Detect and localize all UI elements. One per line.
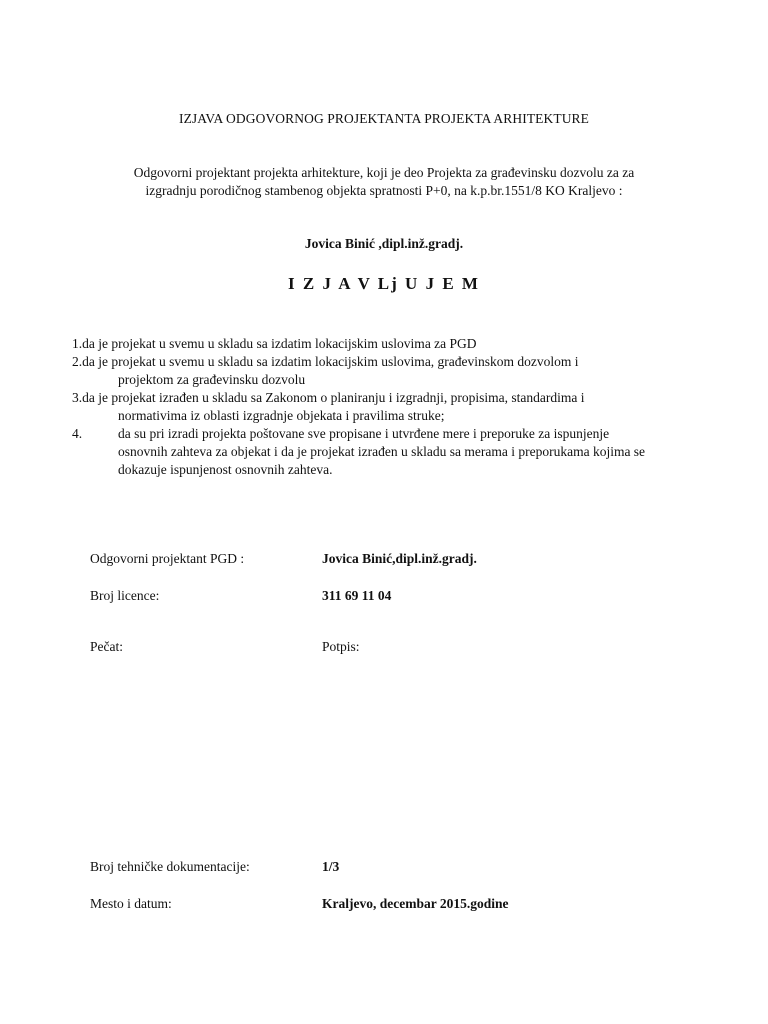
field-label: Broj licence: <box>90 588 160 603</box>
list-item-continuation: projektom za građevinsku dozvolu <box>118 372 306 387</box>
document-title: IZJAVA ODGOVORNOG PROJEKTANTA PROJEKTA ARHITEKTURE <box>178 111 590 126</box>
list-item-number: 1. <box>72 336 83 351</box>
field-value: Jovica Binić,dipl.inž.gradj. <box>322 551 477 566</box>
list-item-number: 4. <box>72 426 83 441</box>
field-label: Broj tehničke dokumentacije: <box>90 859 250 874</box>
intro-paragraph <box>90 164 678 200</box>
field-label: Mesto i datum: <box>90 896 172 911</box>
list-item-text: da je projekat izrađen u skladu sa Zakonom o planiranju i izgradnji, propisima, standardima i <box>82 390 585 405</box>
list-item <box>72 425 712 479</box>
declaration-list <box>72 335 712 479</box>
list-item <box>72 353 712 389</box>
signature-label: Potpis: <box>322 639 360 654</box>
intro-line-2: izgradnju porodičnog stambenog objekta spratnosti P+0, na k.p.br.1551/8 KO Kraljevo : <box>145 183 623 198</box>
field-value: Kraljevo, decembar 2015.godine <box>322 896 509 911</box>
list-item <box>72 335 712 353</box>
list-item-continuation: normativima iz oblasti izgradnje objekata i pravilima struke; <box>118 408 445 423</box>
field-value: 311 69 11 04 <box>322 588 392 603</box>
field-value: 1/3 <box>322 859 340 874</box>
intro-line-1: Odgovorni projektant projekta arhitekture, koji je deo Projekta za građevinsku dozvolu za za <box>133 165 635 180</box>
stamp-label: Pečat: <box>90 639 123 654</box>
list-item-continuation: osnovnih zahteva za objekat i da je projekat izrađen u skladu sa merama i preporukama kojima se dokazuje ispunjenost osnovnih zahteva. <box>118 444 646 477</box>
list-item-number: 2. <box>72 354 83 369</box>
list-item <box>72 389 712 425</box>
author-name: Jovica Binić ,dipl.inž.gradj. <box>304 236 464 251</box>
list-item-text: da je projekat u svemu u skladu sa izdatim lokacijskim uslovima, građevinskom dozvolom i <box>82 354 579 369</box>
list-item-text: da su pri izradi projekta poštovane sve propisane i utvrđene mere i preporuke za ispunjenje <box>118 426 610 441</box>
declaration-heading: I Z J A V Lj U J E M <box>288 274 480 293</box>
list-item-number: 3. <box>72 390 83 405</box>
list-item-text: da je projekat u svemu u skladu sa izdatim lokacijskim uslovima za PGD <box>82 336 477 351</box>
field-label: Odgovorni projektant PGD : <box>90 551 245 566</box>
